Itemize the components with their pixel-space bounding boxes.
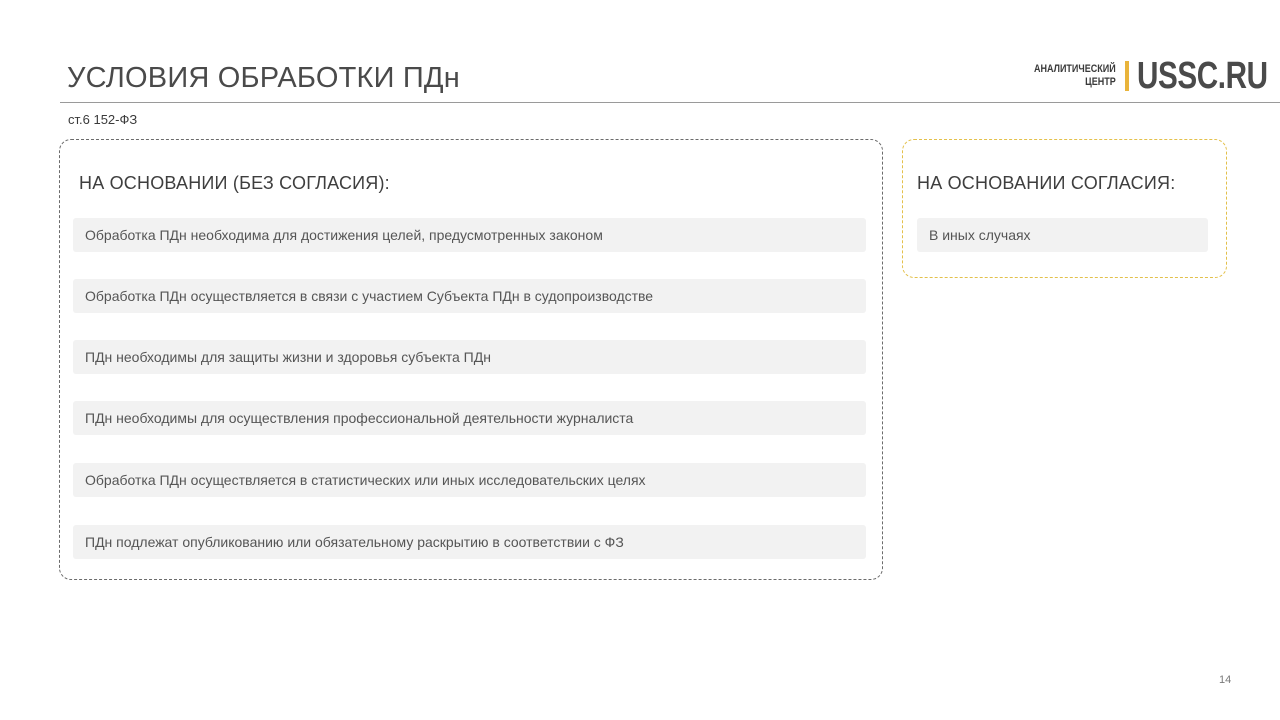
logo-line-2: ЦЕНТР — [1085, 76, 1116, 88]
page-number: 14 — [1219, 674, 1232, 686]
logo-wordmark: USSC.RU — [1137, 54, 1268, 97]
logo — [1016, 54, 1268, 97]
condition-item: ПДн подлежат опубликованию или обязательному раскрытию в соответствии с ФЗ — [73, 525, 866, 559]
condition-item: Обработка ПДн необходима для достижения целей, предусмотренных законом — [73, 218, 866, 252]
condition-item: Обработка ПДн осуществляется в статистических или иных исследовательских целях — [73, 463, 866, 497]
page-subtitle: ст.6 152-ФЗ — [68, 112, 138, 127]
logo-subtitle — [1034, 63, 1116, 89]
with-consent-panel — [902, 139, 1227, 278]
logo-accent-bar — [1125, 61, 1129, 91]
condition-item: ПДн необходимы для защиты жизни и здоровья субъекта ПДн — [73, 340, 866, 374]
with-consent-heading: НА ОСНОВАНИИ СОГЛАСИЯ: — [917, 173, 1176, 193]
page-title: УСЛОВИЯ ОБРАБОТКИ ПДн — [67, 62, 460, 94]
title-rule — [60, 102, 1280, 103]
without-consent-panel — [59, 139, 883, 580]
condition-item: ПДн необходимы для осуществления профессиональной деятельности журналиста — [73, 401, 866, 435]
condition-item: Обработка ПДн осуществляется в связи с участием Субъекта ПДн в судопроизводстве — [73, 279, 866, 313]
logo-line-1: АНАЛИТИЧЕСКИЙ — [1034, 63, 1116, 75]
without-consent-heading: НА ОСНОВАНИИ (БЕЗ СОГЛАСИЯ): — [79, 173, 390, 193]
condition-item: В иных случаях — [917, 218, 1208, 252]
